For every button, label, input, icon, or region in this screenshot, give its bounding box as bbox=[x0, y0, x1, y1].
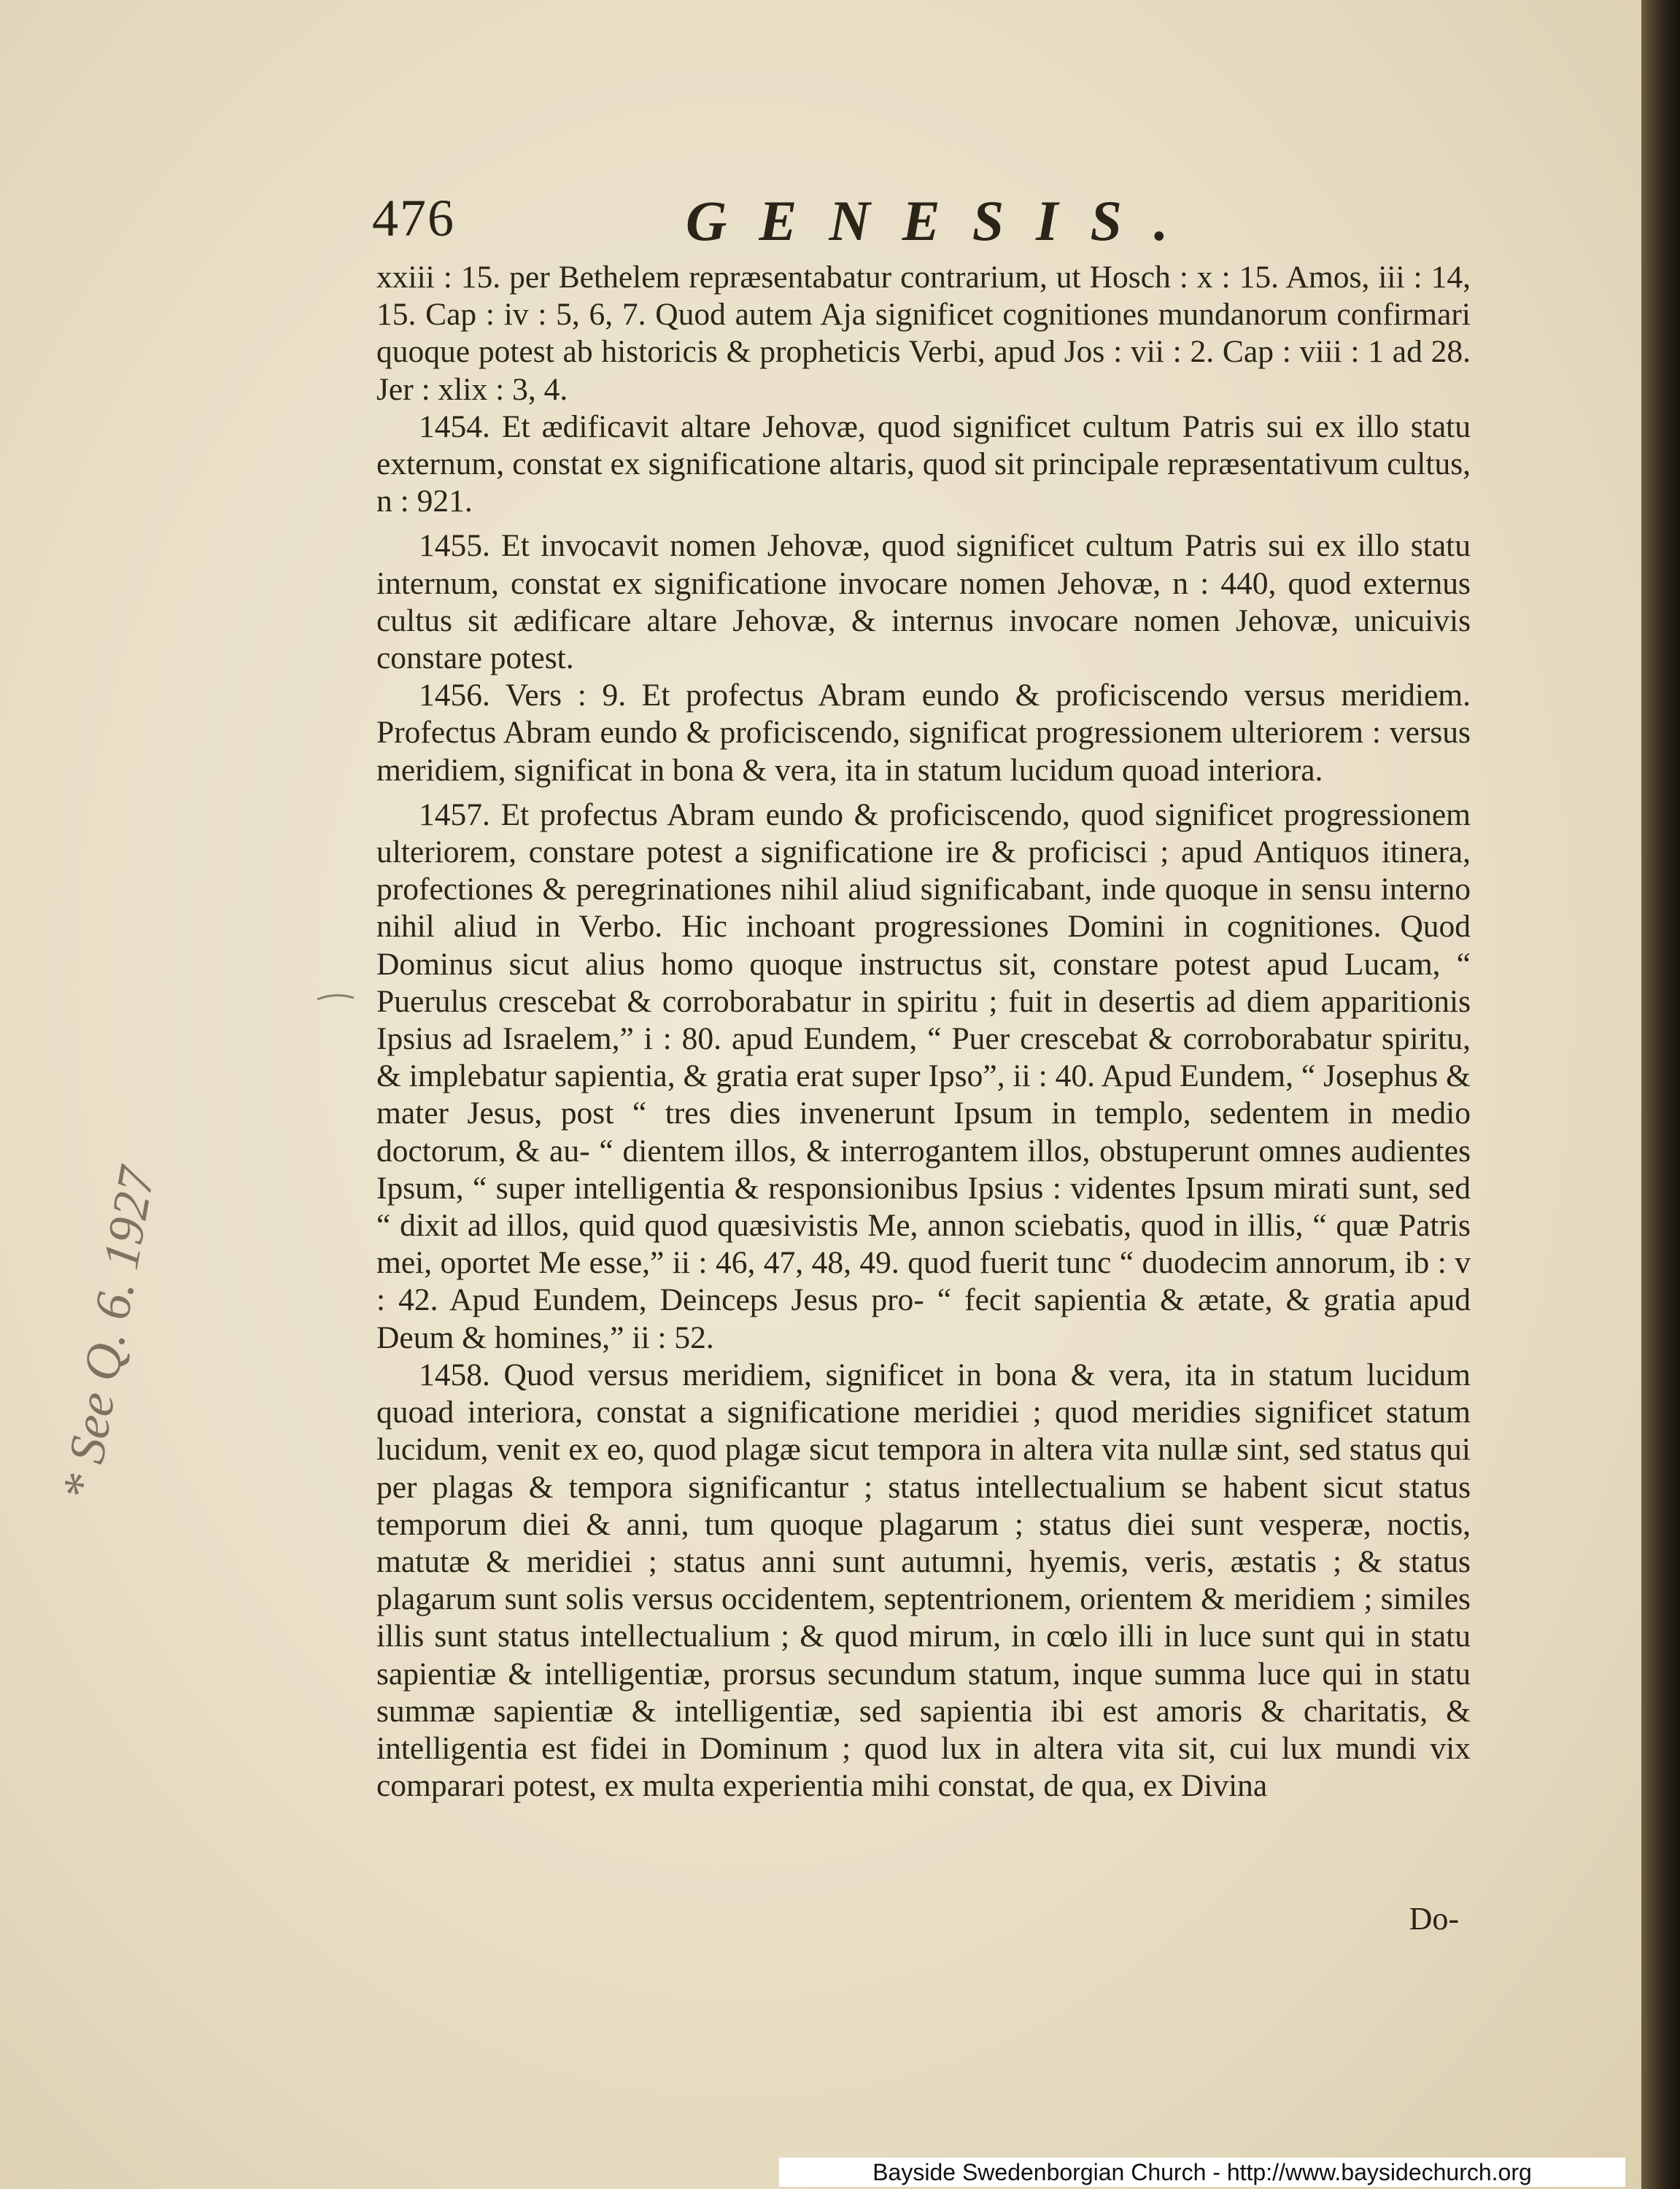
page-header bbox=[372, 188, 1475, 254]
body-text bbox=[376, 259, 1471, 1805]
paragraph-1458: 1458. Quod versus meridiem, significet in bona & vera, ita in statum lucidum quoad interiora, constat a significatione meridiei ; quod meridies significet statum lucidum, venit ex eo, quod plagæ sicut tempora in altera vita nullæ sint, sed status qui per plagas & tempora significantur ; status intellectualium se habent sicut status temporum diei & anni, tum quoque plagarum ; status diei sunt vesperæ, noctis, matutæ & meridiei ; status anni sunt autumni, hyemis, veris, æstatis ; & status plagarum sunt solis versus occidentem, septentrionem, orientem & meridiem ; similes illis sunt status intellectualium ; & quod mirum, in cœlo illi in luce sunt qui in statu sapientiæ & intelligentiæ, prorsus secundum statum, inque summa luce qui in statu summæ sapientiæ & intelligentiæ, sed sapientia ibi est amoris & charitatis, & intelligentia est fidei in Dominum ; quod lux in altera vita sit, cui lux mundi vix comparari potest, ex multa experientia mihi constat, de qua, ex Divina bbox=[376, 1357, 1471, 1804]
paragraph-1454: 1454. Et ædificavit altare Jehovæ, quod significet cultum Patris sui ex illo statu externum, constat ex significatione altaris, quod sit principale repræsentativum cultus, n : 921. bbox=[376, 408, 1471, 519]
book-spine-shadow bbox=[1641, 0, 1680, 2189]
running-title: GENESIS. bbox=[686, 189, 1201, 252]
paragraph-continuation: xxiii : 15. per Bethelem repræsentabatur contrarium, ut Hosch : x : 15. Amos, iii : 14, 15. Cap : iv : 5, 6, 7. Quod autem Aja significet cognitiones mundanorum confirmari quoque potest ab historicis & propheticis Verbi, apud Jos : vii : 2. Cap : viii : 1 ad 28. Jer : xlix : 3, 4. bbox=[376, 260, 1471, 407]
paragraph-1456: 1456. Vers : 9. Et profectus Abram eundo & proficiscendo versus meridiem. Profectus Abram eundo & proficiscendo, significat progressionem ulteriorem : versus meridiem, significat in bona & vera, ita in statum lucidum quoad interiora. bbox=[376, 678, 1471, 788]
paragraph-1457: 1457. Et profectus Abram eundo & proficiscendo, quod significet progressionem ulteriorem, constare potest a significatione ire & proficisci ; apud Antiquos itinera, profectiones & peregrinationes nihil aliud significabant, inde quoque in sensu interno nihil aliud in Verbo. Hic inchoant progressiones Domini in cognitiones. Quod Dominus sicut alius homo quoque instructus sit, constare potest apud Lucam, “ Puerulus crescebat & corroborabatur in spiritu ; fuit in desertis ad diem apparitionis Ipsius ad Israelem,” i : 80. apud Eundem, “ Puer crescebat & corroborabatur spiritu, & implebatur sapientia, & gratia erat super Ipso”, ii : 40. Apud Eundem, “ Josephus & mater Jesus, post “ tres dies invenerunt Ipsum in templo, sedentem in medio doctorum, & au- “ dientem illos, & interrogantem illos, obstuperunt omnes audientes Ipsum, “ super intelligentia & responsionibus Ipsius : videntes Ipsum mirati sunt, sed “ dixit ad illos, quid quod quæsivistis Me, annon sciebatis, quod in illis, “ quæ Patris mei, oportet Me esse,” ii : 46, 47, 48, 49. quod fuerit tunc “ duodecim annorum, ib : v : 42. Apud Eundem, Deinceps Jesus pro- “ fecit sapientia & ætate, & gratia apud Deum & homines,” ii : 52. bbox=[376, 797, 1471, 1355]
page-number: 476 bbox=[372, 189, 455, 247]
pencil-mark bbox=[314, 985, 357, 1007]
handwritten-margin-note: * See Q. 6. 1927 bbox=[51, 1163, 166, 1506]
catchword: Do- bbox=[1409, 1901, 1459, 1937]
paragraph-1455: 1455. Et invocavit nomen Jehovæ, quod significet cultum Patris sui ex illo statu internum, constat ex significatione invocare nomen Jehovæ, n : 440, quod externus cultus sit ædificare altare Jehovæ, & internus invocare nomen Jehovæ, unicuivis constare potest. bbox=[376, 528, 1471, 676]
watermark-footer: Bayside Swedenborgian Church - http://www.baysidechurch.org bbox=[779, 2158, 1625, 2187]
